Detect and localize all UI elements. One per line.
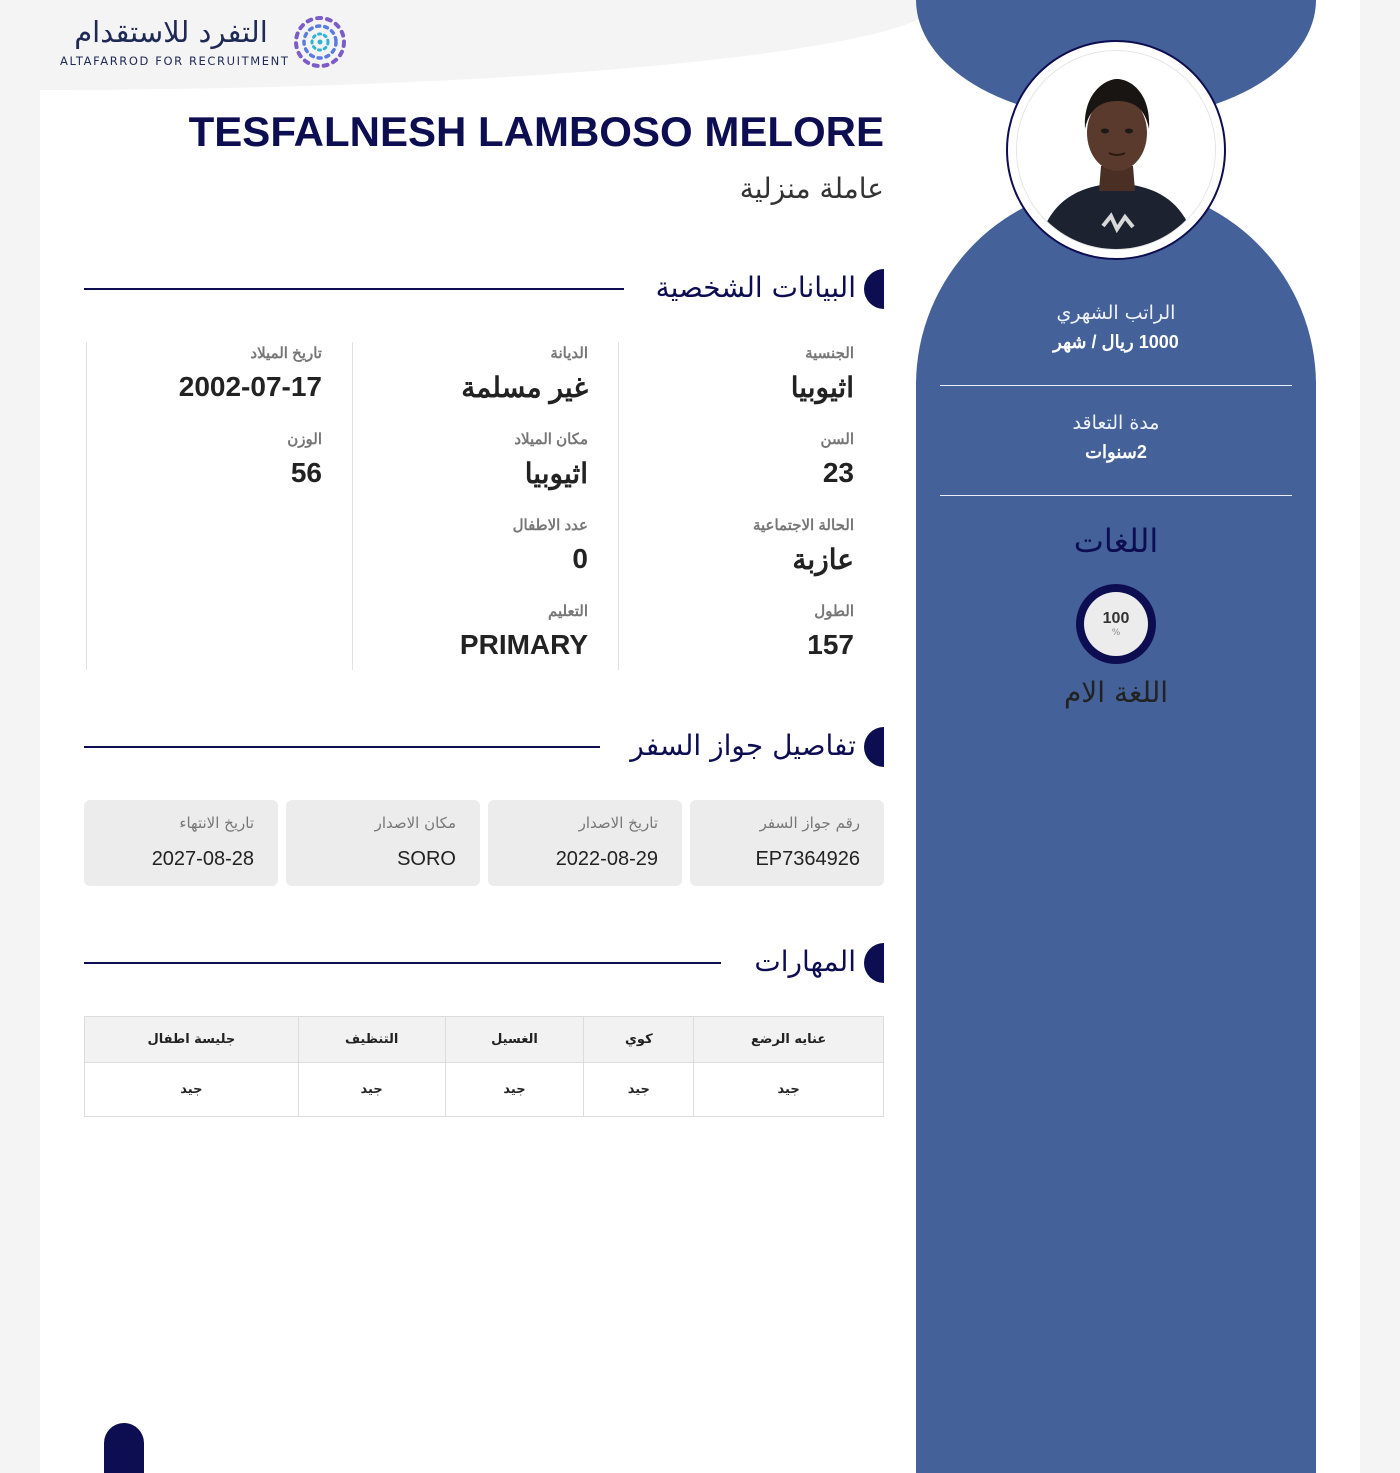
skill-rating: جيد bbox=[445, 1063, 584, 1117]
field-label: تاريخ الميلاد bbox=[250, 345, 322, 362]
section-title: تفاصيل جواز السفر bbox=[630, 729, 856, 762]
passport-field-label: رقم جواز السفر bbox=[759, 814, 860, 832]
field-value: اثيوبيا bbox=[790, 372, 854, 403]
logo-arabic-text: التفرد للاستقدام bbox=[74, 15, 268, 49]
field-children bbox=[513, 516, 588, 575]
section-title: البيانات الشخصية bbox=[655, 271, 856, 304]
field-label: الوزن bbox=[287, 431, 322, 448]
field-value: اثيوبيا bbox=[524, 458, 588, 489]
section-tab-marker bbox=[864, 727, 884, 767]
field-label: عدد الاطفال bbox=[512, 517, 588, 534]
field-value: PRIMARY bbox=[459, 629, 588, 660]
passport-issue-date-card bbox=[488, 800, 682, 886]
sidebar-divider bbox=[940, 385, 1292, 386]
person-photo-icon bbox=[1017, 51, 1216, 250]
field-label: الجنسية bbox=[805, 345, 854, 362]
logo-mark-icon bbox=[292, 14, 348, 70]
section-passport-heading bbox=[84, 727, 884, 767]
passport-field-label: مكان الاصدار bbox=[374, 814, 456, 832]
sidebar-divider bbox=[940, 495, 1292, 496]
passport-field-value: SORO bbox=[397, 848, 456, 870]
field-value: 0 bbox=[572, 543, 588, 574]
section-personal-heading bbox=[84, 269, 884, 309]
footer-tab-marker bbox=[104, 1423, 144, 1473]
languages-title: اللغات bbox=[1073, 522, 1159, 560]
skill-header: جليسة اطفال bbox=[85, 1017, 299, 1063]
field-value: 56 bbox=[290, 457, 322, 488]
personal-column-1 bbox=[618, 342, 884, 670]
salary-label: الراتب الشهري bbox=[1056, 302, 1176, 324]
passport-field-value: 2027-08-28 bbox=[151, 848, 254, 870]
skill-rating: جيد bbox=[694, 1063, 884, 1117]
candidate-name: TESFALNESH LAMBOSO MELORE bbox=[188, 108, 884, 155]
field-birthplace bbox=[514, 430, 588, 490]
field-label: الحالة الاجتماعية bbox=[752, 517, 854, 534]
personal-column-3 bbox=[86, 342, 352, 670]
field-value: غير مسلمة bbox=[461, 372, 588, 403]
field-label: السن bbox=[820, 431, 854, 448]
field-religion bbox=[461, 344, 588, 404]
field-education bbox=[460, 602, 588, 661]
salary-value: 1000 ريال / شهر bbox=[1053, 332, 1179, 352]
passport-expiry-card bbox=[84, 800, 278, 886]
skills-table bbox=[84, 1016, 884, 1117]
field-label: مكان الميلاد bbox=[514, 431, 588, 448]
field-marital-status bbox=[753, 516, 854, 576]
salary-block bbox=[940, 302, 1292, 353]
language-progress-ring bbox=[1076, 584, 1156, 664]
skill-header: الغسيل bbox=[445, 1017, 584, 1063]
field-value: 2002-07-17 bbox=[178, 371, 322, 402]
passport-number-card bbox=[690, 800, 884, 886]
passport-issue-place-card bbox=[286, 800, 480, 886]
skill-header: التنظيف bbox=[298, 1017, 445, 1063]
section-title: المهارات bbox=[754, 945, 856, 978]
field-label: الديانة bbox=[550, 345, 588, 362]
skills-rating-row bbox=[85, 1063, 884, 1117]
skill-rating: جيد bbox=[85, 1063, 299, 1117]
field-nationality bbox=[791, 344, 854, 404]
field-height bbox=[807, 602, 854, 661]
sidebar-panel bbox=[916, 185, 1316, 1473]
personal-column-2 bbox=[352, 342, 618, 670]
section-rule bbox=[84, 962, 721, 964]
passport-field-label: تاريخ الاصدار bbox=[578, 814, 658, 832]
language-percent-sign: % bbox=[1111, 628, 1121, 638]
skill-header: عنايه الرضع bbox=[694, 1017, 884, 1063]
job-title: عاملة منزلية bbox=[739, 172, 884, 205]
field-birthdate bbox=[179, 344, 322, 403]
passport-field-value: 2022-08-29 bbox=[555, 848, 658, 870]
field-value: 23 bbox=[822, 457, 854, 488]
contract-value: 2سنوات bbox=[1085, 442, 1147, 462]
field-value: عازبة bbox=[792, 544, 854, 575]
field-label: التعليم bbox=[548, 603, 588, 620]
section-tab-marker bbox=[864, 269, 884, 309]
skill-rating: جيد bbox=[298, 1063, 445, 1117]
logo-english-text: ALTAFARROD FOR RECRUITMENT bbox=[60, 54, 290, 68]
column-divider bbox=[618, 342, 619, 670]
language-progress-inner bbox=[1084, 592, 1148, 656]
section-skills-heading bbox=[84, 943, 884, 983]
section-rule bbox=[84, 288, 624, 290]
profile-photo bbox=[1016, 50, 1216, 250]
language-name: اللغة الام bbox=[1063, 676, 1169, 709]
language-percent: 100 bbox=[1102, 610, 1130, 627]
section-tab-marker bbox=[864, 943, 884, 983]
passport-field-value: EP7364926 bbox=[755, 848, 860, 870]
contract-label: مدة التعاقد bbox=[1072, 412, 1160, 434]
field-value: 157 bbox=[807, 629, 854, 660]
skill-header: كوي bbox=[584, 1017, 694, 1063]
field-label: الطول bbox=[814, 603, 854, 620]
section-rule bbox=[84, 746, 600, 748]
contract-block bbox=[940, 412, 1292, 463]
field-weight bbox=[287, 430, 322, 489]
passport-field-label: تاريخ الانتهاء bbox=[179, 814, 254, 832]
company-logo bbox=[60, 14, 350, 70]
skills-header-row bbox=[85, 1017, 884, 1063]
field-age bbox=[820, 430, 854, 489]
skill-rating: جيد bbox=[584, 1063, 694, 1117]
